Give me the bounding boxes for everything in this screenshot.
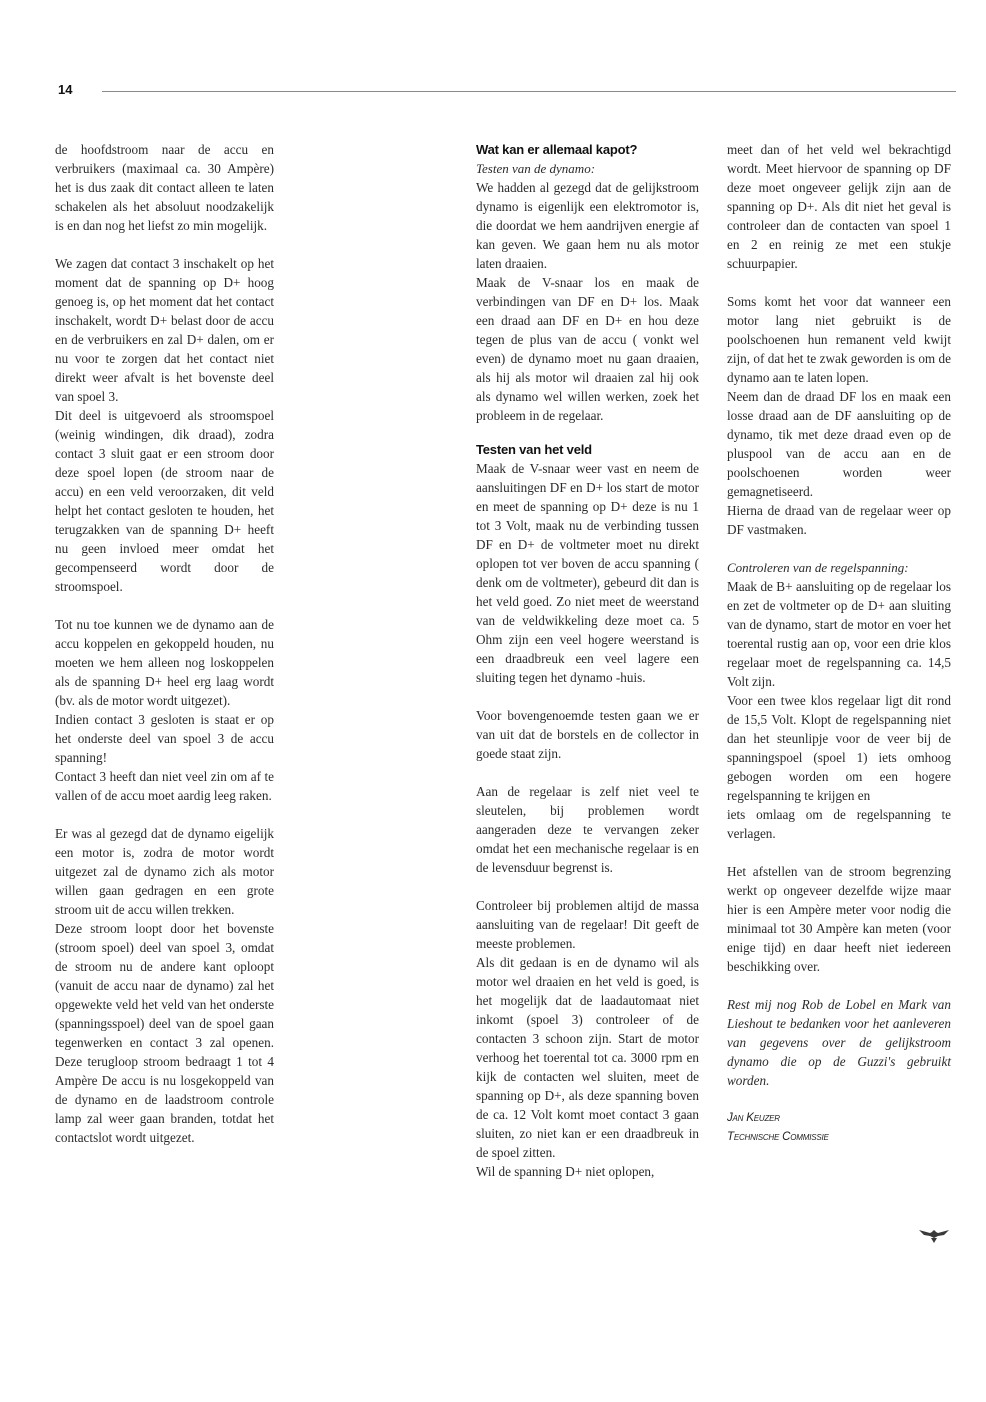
paragraph: Contact 3 heeft dan niet veel zin om af te vallen of de accu moet aardig leeg raken. bbox=[55, 769, 274, 803]
paragraph: Hierna de draad van de regelaar weer op DF vastmaken. bbox=[727, 503, 951, 537]
paragraph: Maak de V-snaar los en maak de verbindingen van DF en D+ los. Maak een draad aan DF en D+ en hou deze tegen de plus van de accu ( vonkt wel even) de dynamo moet nu gaan draaien, als hij als motor wil draaien zal hij ook als dynamo wel willen werken, zoek het probleem in de regelaar. bbox=[476, 275, 699, 423]
paragraph: Maak de B+ aansluiting op de regelaar los en zet de voltmeter op de D+ aan sluiting van de dynamo, start de motor en voer het toerental rustig aan op, voor een drie klos regelaar moet de regelspanning ca. 14,5 Volt zijn. bbox=[727, 579, 951, 689]
page-number: 14 bbox=[58, 82, 73, 97]
paragraph: Voor bovengenoemde testen gaan we er van uit dat de borstels en de collector in goede staat zijn. bbox=[476, 708, 699, 761]
column-right bbox=[727, 140, 951, 1147]
paragraph: Aan de regelaar is zelf niet veel te sleutelen, bij problemen wordt aangeraden deze te vervangen zeker omdat het een mechanische regelaar is en de levensduur begrenst is. bbox=[476, 784, 699, 875]
paragraph: Soms komt het voor dat wanneer een motor lang niet gebruikt is de poolschoenen hun remanent veld kwijt zijn, of dat het te zwak geworden is om de dynamo aan te laten lopen. bbox=[727, 294, 951, 385]
author-name: Jan Keuzer bbox=[727, 1112, 780, 1124]
paragraph: Wil de spanning D+ niet oplopen, bbox=[476, 1164, 655, 1179]
paragraph: Als dit gedaan is en de dynamo wil als motor wel draaien en het veld is goed, is het mogelijk dat de laadautomaat niet inkomt (spoel 3) controleer of de contacten 3 schoon zijn. Start de motor verhoog het toerental tot ca. 3000 rpm en kijk de contacten wel sluiten, meet de spanning op D+, als deze spanning boven de ca. 12 Volt komt moet contact 3 gaan sluiten, zo niet kan er een draadbreuk in de spoel zitten. bbox=[476, 955, 699, 1160]
acknowledgement: Rest mij nog Rob de Lobel en Mark van Lieshout te bedanken voor het aanleveren van gegevens over de gelijkstroom dynamo die op de Guzzi's gebruikt worden. bbox=[727, 997, 951, 1088]
paragraph: We zagen dat contact 3 inschakelt op het moment dat de spanning op D+ hoog genoeg is, op het moment dat het contact inschakelt, wordt D+ belast door de accu en de verbruikers en zal D+ dalen, om er nu voor te zorgen dat het contact niet direkt weer afvalt is het bovenste deel van spoel 3. bbox=[55, 256, 274, 404]
paragraph: Maak de V-snaar weer vast en neem de aansluitingen DF en D+ los start de motor en meet de spanning op D+ deze is nu 1 tot 3 Volt, maak nu de verbinding tussen DF en D+ de voltmeter moet nu direkt oplopen tot ver boven de accu spanning ( denk om de voltmeter), gebeurd dit dan is het veld goed. Zo niet meet de weerstand van de veldwikkeling deze moet ca. 5 Ohm zijn een veel hogere weerstand is een draadbreuk een veel lagere een sluiting tegen het dynamo -huis. bbox=[476, 461, 699, 685]
page-header bbox=[58, 82, 956, 102]
section-subheading: Controleren van de regelspanning: bbox=[727, 560, 909, 575]
paragraph: Deze stroom loopt door het bovenste (stroom spoel) deel van spoel 3, omdat de stroom nu de andere kant oploopt (vanuit de accu naar de dynamo) zal het opgewekte veld het veld van het onderste (spanningsspoel) deel van de spoel gaan tegenwerken en contact 3 zal openen. Deze terugloop stroom bedraagt 1 tot 4 Ampère De accu is nu losgekoppeld van de dynamo en de laadstroom controle lamp zal weer gaan branden, totdat het contactslot wordt uitgezet. bbox=[55, 921, 274, 1145]
paragraph: Tot nu toe kunnen we de dynamo aan de accu koppelen en gekoppeld houden, nu moeten we hem alleen nog loskoppelen als de spanning D+ heel erg laag wordt (bv. als de motor wordt uitgezet). bbox=[55, 617, 274, 708]
paragraph: Dit deel is uitgevoerd als stroomspoel (weinig windingen, dik draad), zodra contact 3 sluit gaat er een stroom door deze spoel lopen (de stroom naar de accu) en een veld veroorzaken, dit veld helpt het contact gesloten te houden, het terugzakken van de spanning D+ heeft nu geen invloed meer omdat het gecompenseerd wordt door de stroomspoel. bbox=[55, 408, 274, 594]
paragraph: Het afstellen van de stroom begrenzing werkt op ongeveer dezelfde wijze maar hier is een Ampère meter voor nodig die minimaal tot 30 Ampère kan meten (voor enige tijd) en daar heeft niet iedereen beschikking over. bbox=[727, 864, 951, 974]
paragraph: de hoofdstroom naar de accu en verbruikers (maximaal ca. 30 Ampère) het is dus zaak dit contact alleen te laten schakelen als het absoluut noodzakelijk is en dan nog het liefst zo min mogelijk. bbox=[55, 142, 274, 233]
paragraph: We hadden al gezegd dat de gelijkstroom dynamo is eigenlijk een elektromotor is, die doordat we hem aandrijven energie af kan geven. We gaan hem nu als motor laten draaien. bbox=[476, 180, 699, 271]
eagle-emblem-icon bbox=[918, 1226, 950, 1244]
paragraph: iets omlaag om de regelspanning te verlagen. bbox=[727, 807, 951, 841]
section-heading: Testen van het veld bbox=[476, 442, 592, 457]
section-subheading: Testen van de dynamo: bbox=[476, 161, 596, 176]
paragraph: meet dan of het veld wel bekrachtigd wordt. Meet hiervoor de spanning op DF deze moet ongeveer gelijk zijn aan de spanning op D+. Als dit niet het geval is controleer dan de contacten van spoel 1 en 2 en reinig ze met een stukje schuurpapier. bbox=[727, 142, 951, 271]
paragraph: Voor een twee klos regelaar ligt dit rond de 15,5 Volt. Klopt de regelspanning niet dan het steunlipje voor de veer bij de spanningspoel (spoel 1) iets omhoog gebogen worden om een hogere regelspanning te krijgen en bbox=[727, 693, 951, 803]
section-heading: Wat kan er allemaal kapot? bbox=[476, 142, 638, 157]
column-middle bbox=[476, 140, 699, 1181]
paragraph: Er was al gezegd dat de dynamo eigelijk een motor is, zodra de motor wordt uitgezet zal de dynamo zich als motor willen gaan gedragen en een grote stroom uit de accu willen trekken. bbox=[55, 826, 274, 917]
paragraph: Neem dan de draad DF los en maak een losse draad aan de DF aansluiting op de dynamo, tik met deze draad even op de pluspool van de accu aan en de poolschoenen worden weer gemagnetiseerd. bbox=[727, 389, 951, 499]
author-role: Technische Commissie bbox=[727, 1131, 829, 1143]
paragraph: Indien contact 3 gesloten is staat er op het onderste deel van spoel 3 de accu spanning! bbox=[55, 712, 274, 765]
column-left bbox=[55, 140, 274, 1147]
paragraph: Controleer bij problemen altijd de massa aansluiting van de regelaar! Dit geeft de meeste problemen. bbox=[476, 898, 699, 951]
header-rule bbox=[102, 91, 956, 92]
